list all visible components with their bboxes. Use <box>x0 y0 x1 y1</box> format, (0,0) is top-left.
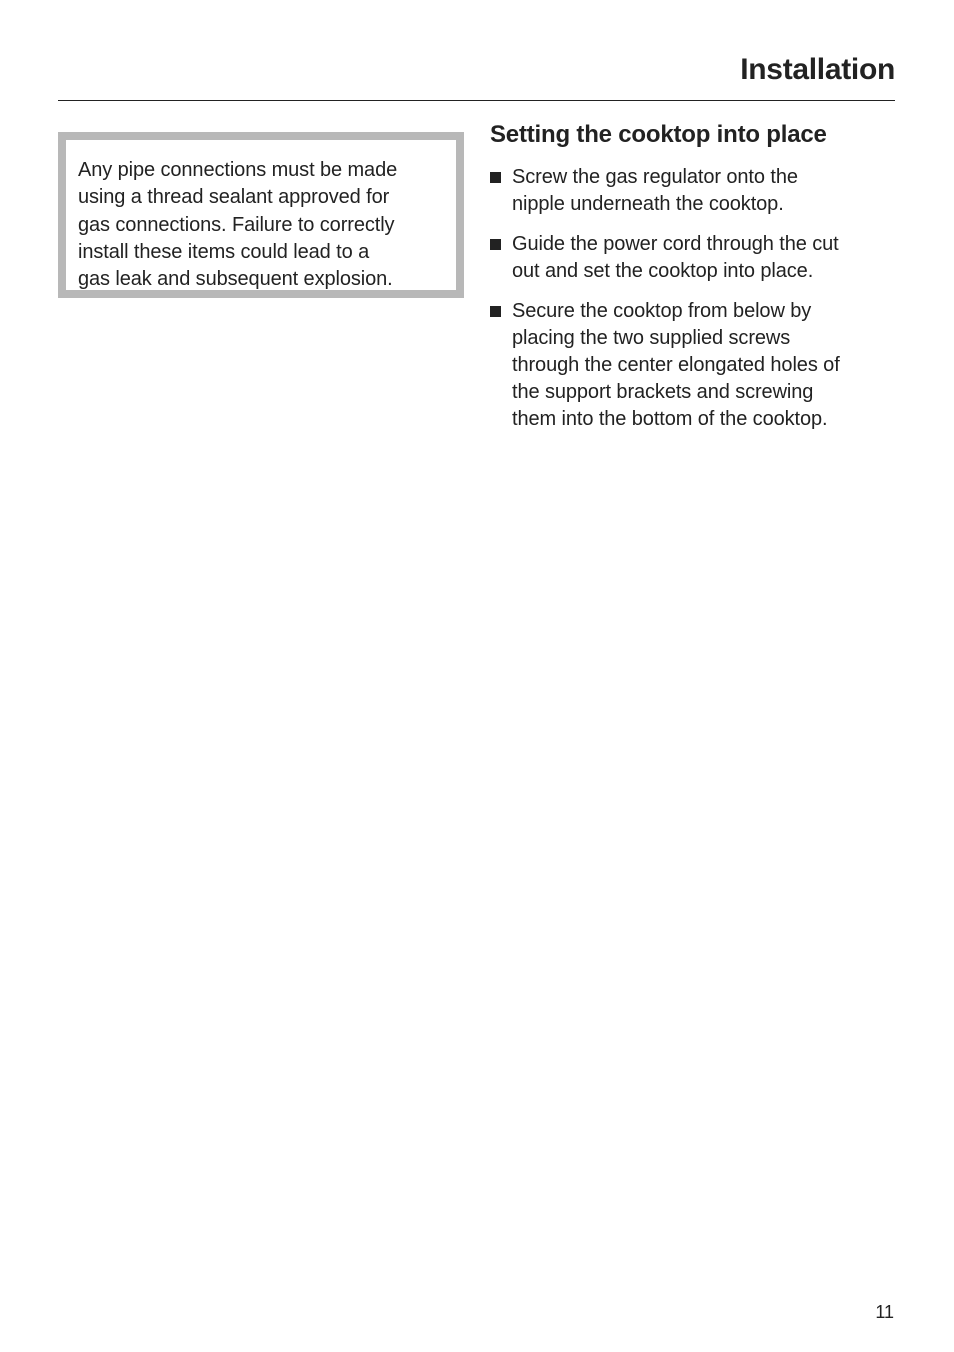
step-text: Screw the gas regulator onto the nipple underneath the cooktop. <box>512 166 798 215</box>
page-title: Installation <box>740 53 895 86</box>
square-bullet-icon <box>490 239 501 250</box>
square-bullet-icon <box>490 172 501 183</box>
list-item <box>490 298 900 433</box>
step-text: Secure the cooktop from below by placing the two supplied screws through the center elongated holes of the support brackets and screwing them into the bottom of the cooktop. <box>512 300 840 430</box>
list-item <box>490 231 900 285</box>
list-item <box>490 164 900 218</box>
steps-list <box>490 164 900 433</box>
page-header <box>58 50 895 101</box>
warning-box <box>58 132 464 298</box>
warning-text: Any pipe connections must be made using a thread sealant approved for gas connections. Failure to correctly install these items could lead to a gas leak and subsequent explosion. <box>78 159 398 291</box>
square-bullet-icon <box>490 306 501 317</box>
page-number: 11 <box>875 1302 894 1322</box>
step-text: Guide the power cord through the cut out and set the cooktop into place. <box>512 233 839 282</box>
instructions-column <box>490 118 900 446</box>
section-heading: Setting the cooktop into place <box>490 121 827 148</box>
